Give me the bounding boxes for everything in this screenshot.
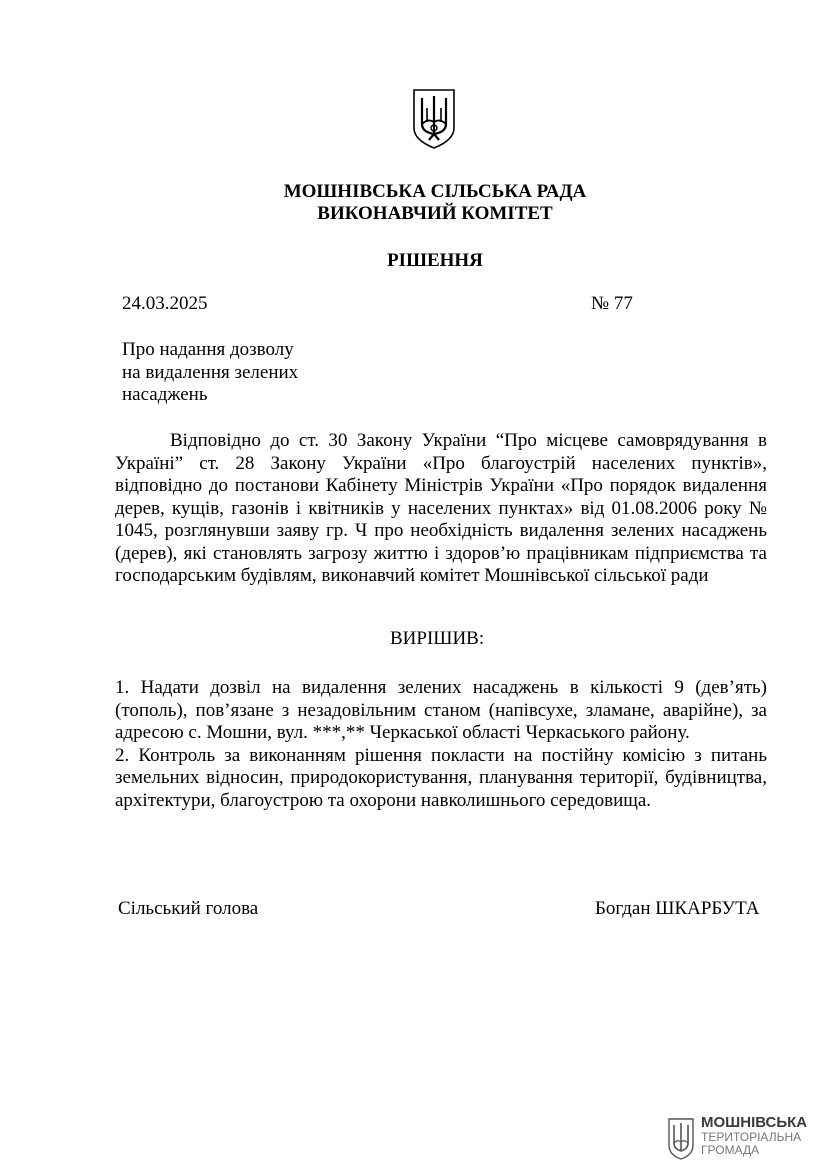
subject-line: на видалення зелених <box>122 361 299 383</box>
document-title: РІШЕННЯ <box>387 250 483 271</box>
signatory-name: Богдан ШКАРБУТА <box>595 898 760 919</box>
signatory-position: Сільський голова <box>118 898 259 919</box>
preamble-paragraph: Відповідно до ст. 30 Закону України “Про місцеве самоврядування в Україні” ст. 28 Закону України «Про благоустрій населених пунктів», відповідно до постанови Кабінету Міністрів України «Про порядок видалення дерев, кущів, газонів і квітників у населених пунктах» від 01.08.2006 року № 1045, розглянувши заяву гр. Ч про необхідність видалення зелених насаджень (дерев), які становлять загрозу життю і здоров’ю працівникам підприємства та господарським будівлям, виконавчий комітет Мошнівської сільської ради <box>115 430 767 586</box>
decision-items <box>115 677 767 812</box>
community-logo <box>667 1113 807 1163</box>
logo-text <box>701 1115 807 1157</box>
logo-subtitle: ГРОМАДА <box>701 1143 760 1157</box>
decided-heading: ВИРІШИВ: <box>390 628 485 649</box>
decision-item: 1. Надати дозвіл на видалення зелених насаджень в кількості 9 (дев’ять) (тополь), пов’язане з незадовільним станом (напівсухе, зламане, аварійне), за адресою с. Мошни, вул. ***,** Черкаської області Черкаського району. <box>115 677 767 743</box>
decision-subject <box>122 339 362 407</box>
coat-of-arms-icon <box>412 88 456 150</box>
council-name: МОШНІВСЬКА СІЛЬСЬКА РАДА <box>283 181 587 202</box>
logo-subtitle: ТЕРИТОРІАЛЬНА <box>701 1130 802 1144</box>
decision-item: 2. Контроль за виконанням рішення покласти на постійну комісію з питань земельних відносин, природокористування, планування території, будівництва, архітектури, благоустрою та охорони навколишнього середовища. <box>115 744 767 811</box>
trident-logo-icon <box>667 1117 695 1161</box>
committee-name: ВИКОНАВЧИЙ КОМІТЕТ <box>317 203 553 224</box>
subject-line: насаджень <box>122 384 208 405</box>
logo-title: МОШНІВСЬКА <box>701 1114 808 1131</box>
decision-number: № 77 <box>591 293 633 314</box>
subject-line: Про надання дозволу <box>122 339 294 360</box>
decision-date: 24.03.2025 <box>122 293 208 314</box>
